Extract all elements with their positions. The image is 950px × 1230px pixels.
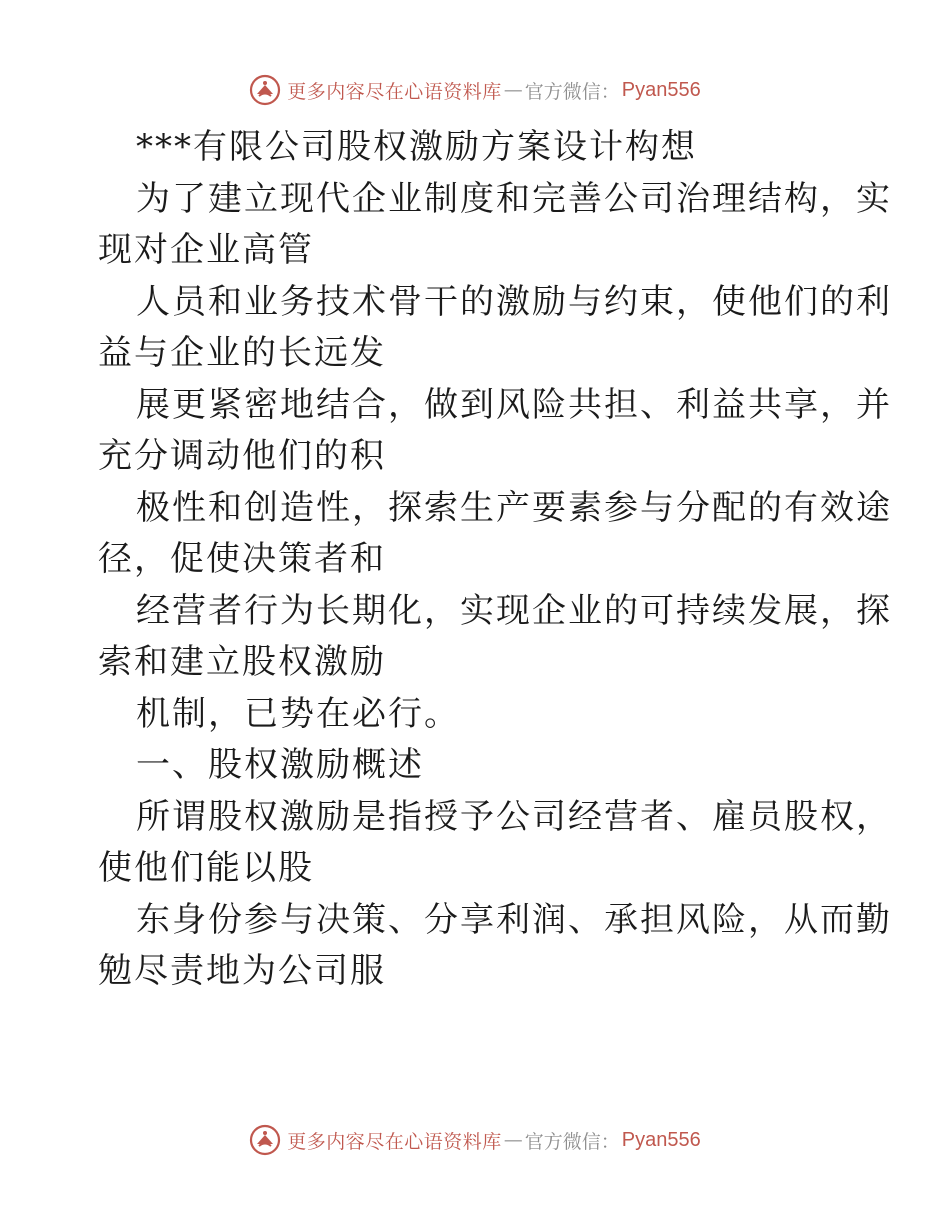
header-banner [0,70,950,110]
paragraph-line: 机制，已势在必行。 [136,693,460,734]
paragraph-line: 径，促使决策者和 [98,539,386,579]
banner-promo-text: 更多内容尽在心语资料库 [287,80,502,103]
paragraph-line: 人员和业务技术骨干的激励与约束，使他们的利 [136,281,892,322]
paragraph-line: 勉尽责地为公司服 [98,951,386,991]
paragraph-line: 东身份参与决策、分享利润、承担风险，从而勤 [136,899,892,940]
banner-promo-text: 更多内容尽在心语资料库 [287,1130,502,1153]
paragraph-line: 现对企业高管 [98,230,314,270]
document-title: ***有限公司股权激励方案设计构想 [136,127,697,167]
banner-wechat-id: Pyan556 [621,1128,701,1151]
banner-separator: — [503,79,523,101]
banner-official-label: 官方微信： [524,80,620,103]
paragraph-line: 极性和创造性，探索生产要素参与分配的有效途 [136,487,892,528]
banner-wechat-id: Pyan556 [621,78,701,101]
paragraph-line: 益与企业的长远发 [98,333,386,373]
paragraph-line: 为了建立现代企业制度和完善公司治理结构，实 [136,178,892,219]
book-logo-icon [249,1124,281,1156]
book-logo-icon [249,74,281,106]
footer-banner [0,1120,950,1160]
banner-separator: — [503,1129,523,1151]
banner-official-label: 官方微信： [524,1130,620,1153]
paragraph-line: 充分调动他们的积 [98,436,386,476]
paragraph-line: 经营者行为长期化，实现企业的可持续发展，探 [136,590,892,631]
section-heading: 一、股权激励概述 [136,745,424,785]
paragraph-line: 使他们能以股 [98,848,314,888]
paragraph-line: 展更紧密地结合，做到风险共担、利益共享，并 [136,384,892,425]
paragraph-line: 所谓股权激励是指授予公司经营者、雇员股权， [136,796,892,837]
document-body [98,122,892,998]
paragraph-line: 索和建立股权激励 [98,642,386,682]
